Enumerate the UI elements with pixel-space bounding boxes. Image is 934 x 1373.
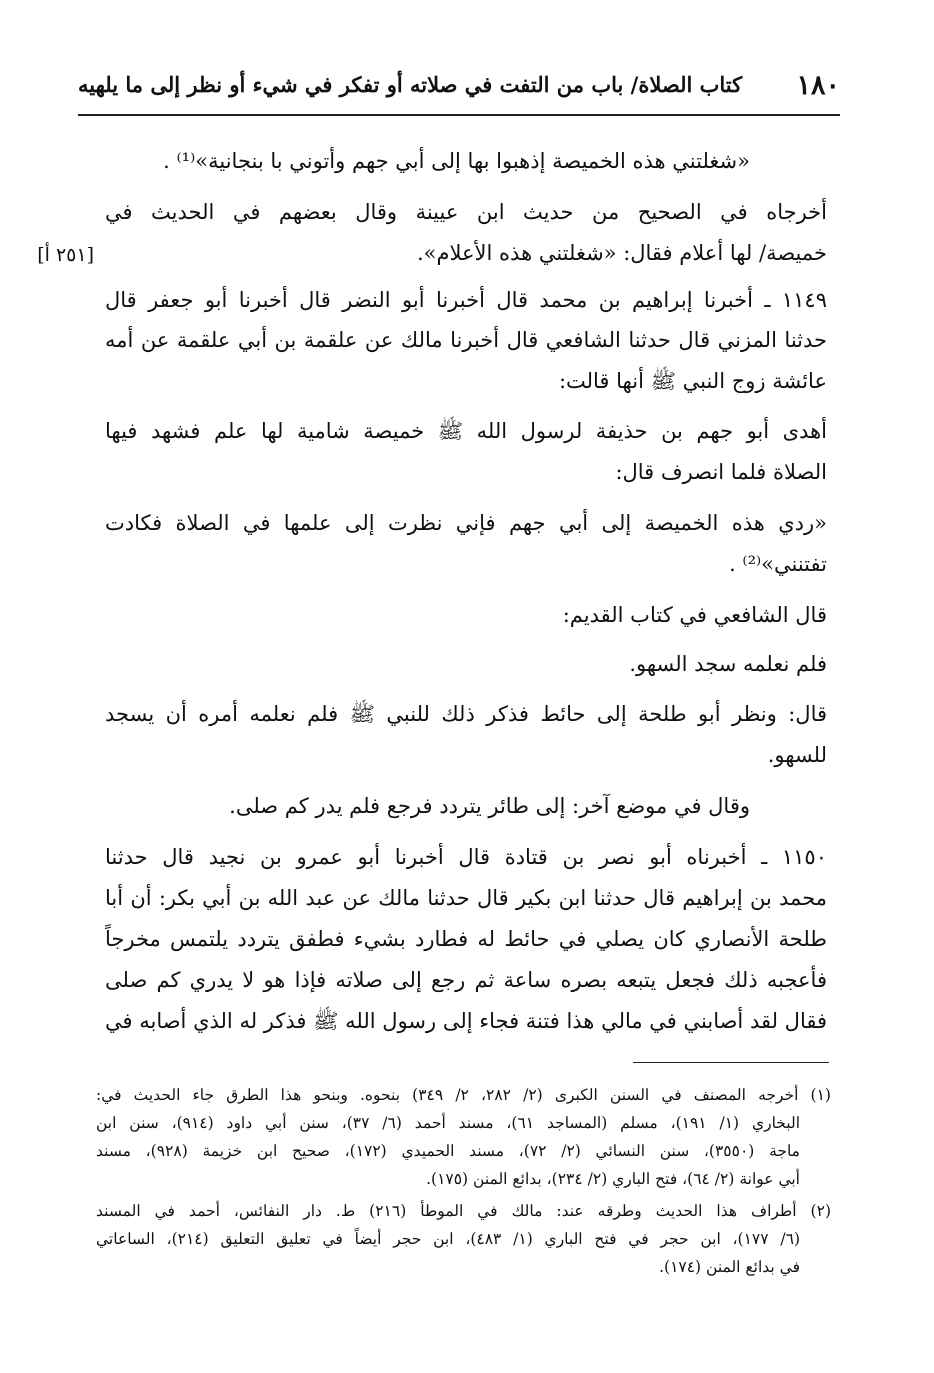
footnote-line: البخاري (١/ ١٩١)، مسلم (المساجد ٦١)، مسند أحمد (٦/ ٣٧)، سنن أبي داود (٩١٤)، سنن ابن — [96, 1114, 801, 1132]
page-number: ١٨٠ — [796, 70, 840, 101]
text-line: للسهو. — [767, 743, 827, 767]
page-header — [78, 62, 840, 106]
text-line: خميصة/ لها أعلام فقال: «شغلتني هذه الأعلام». — [416, 241, 827, 265]
footnote-line: أبي عوانة (٢/ ٦٤)، فتح الباري (٢/ ٢٣٤)، بدائع المنن (١٧٥). — [426, 1170, 800, 1188]
footnote-line: ماجة (٣٥٥٠)، سنن النسائي (٢/ ٧٢)، مسند الحميدي (١٧٢)، صحيح ابن خزيمة (٩٢٨)، مسند — [96, 1142, 800, 1160]
text-line: «شغلتني هذه الخميصة إذهبوا بها إلى أبي جهم وأتوني با بنجانية»⁽¹⁾ . — [163, 149, 750, 173]
text-line: ١١٥٠ ـ أخبرناه أبو نصر بن قتادة قال أخبرنا أبو عمرو بن نجيد قال حدثنا — [105, 845, 827, 869]
footnote-line: (٦/ ١٧٧)، ابن حجر في فتح الباري (١/ ٤٨٣)، ابن حجر أيضاً في تعليق التعليق (٢١٤)، الساعاتي — [96, 1230, 800, 1248]
header-divider — [78, 114, 840, 116]
footnote-line: في بدائع المنن (١٧٤). — [659, 1258, 800, 1276]
text-line: فقال لقد أصابني في مالي هذا فتنة فجاء إلى رسول الله ﷺ فذكر له الذي أصابه في — [105, 1009, 827, 1033]
text-line: ١١٤٩ ـ أخبرنا إبراهيم بن محمد قال أخبرنا أبو النضر قال أخبرنا أبو جعفر قال — [105, 288, 827, 312]
text-line: طلحة الأنصاري كان يصلي في حائط له فطارد بشيء فطفق يتردد يلتمس مخرجاً — [105, 927, 827, 951]
text-line: تفتنني»⁽²⁾ . — [729, 552, 827, 576]
text-line: وقال في موضع آخر: إلى طائر يتردد فرجع فلم يدر كم صلى. — [229, 794, 750, 818]
margin-folio-note: [٢٥١ أ] — [37, 244, 94, 266]
text-line: «ردي هذه الخميصة إلى أبي جهم فإني نظرت إلى علمها في الصلاة فكادت — [105, 511, 827, 535]
text-line: قال: ونظر أبو طلحة إلى حائط فذكر ذلك للنبي ﷺ فلم نعلمه أمره أن يسجد — [105, 702, 827, 726]
footnote-line: (٢) أطراف هذا الحديث وطرقه عند: مالك في الموطأ (٢١٦) ط. دار النفائس، أحمد في المسند — [96, 1202, 831, 1220]
text-line: فلم نعلمه سجد السهو. — [629, 652, 827, 676]
footnote-divider — [633, 1062, 829, 1063]
text-line: حدثنا المزني قال حدثنا الشافعي قال أخبرنا مالك عن علقمة بن أبي علقمة عن أمه — [105, 328, 827, 352]
text-line: الصلاة فلما انصرف قال: — [615, 460, 827, 484]
footnote-line: (١) أخرجه المصنف في السنن الكبرى (٢/ ٢٨٢، ٢/ ٣٤٩) بنحوه. وبنحو هذا الطرق جاء الحديث في: — [96, 1086, 831, 1104]
text-line: أخرجاه في الصحيح من حديث ابن عيينة وقال بعضهم في الحديث في — [105, 200, 827, 224]
text-line: عائشة زوج النبي ﷺ أنها قالت: — [558, 369, 827, 393]
running-title: كتاب الصلاة/ باب من التفت في صلاته أو تفكر في شيء أو نظر إلى ما يلهيه — [78, 72, 743, 97]
text-line: محمد بن إبراهيم قال حدثنا ابن بكير قال حدثنا مالك عن عبد الله بن أبي بكر: أن أبا — [105, 886, 827, 910]
text-line: فأعجبه ذلك فجعل يتبعه بصره ساعة ثم رجع إلى صلاته فإذا هو لا يدري كم صلى — [105, 968, 827, 992]
text-line: قال الشافعي في كتاب القديم: — [562, 603, 827, 627]
text-line: أهدى أبو جهم بن حذيفة لرسول الله ﷺ خميصة شامية لها علم فشهد فيها — [105, 419, 827, 443]
